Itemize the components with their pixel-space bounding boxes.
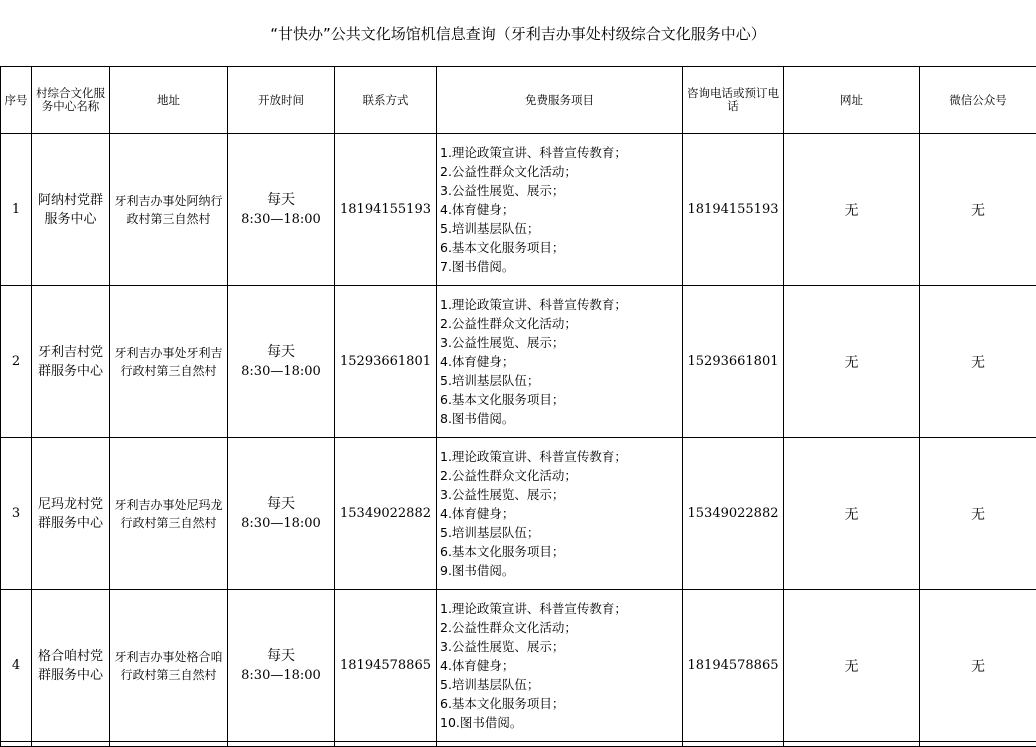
header-row [1, 67, 1036, 134]
service-item: 4.体育健身； [440, 504, 680, 523]
empty-cell[interactable] [110, 742, 228, 747]
cell-address[interactable]: 牙利吉办事处牙利吉行政村第三自然村 [110, 286, 228, 438]
cell-name[interactable]: 格合咱村党群服务中心 [32, 590, 110, 742]
cell-contact[interactable]: 15293661801 [335, 286, 437, 438]
cell-no[interactable]: 1 [1, 134, 32, 286]
service-item: 3.公益性展览、展示； [440, 485, 680, 504]
table-row [1, 438, 1036, 590]
cell-contact[interactable]: 18194578865 [335, 590, 437, 742]
table-row [1, 134, 1036, 286]
empty-cell[interactable] [32, 742, 110, 747]
cell-hours[interactable] [228, 134, 335, 286]
header-wechat[interactable]: 微信公众号 [920, 67, 1036, 134]
service-item: 2.公益性群众文化活动； [440, 618, 680, 637]
empty-cell[interactable] [228, 742, 335, 747]
hours-day: 每天 [230, 343, 332, 362]
header-name[interactable]: 村综合文化服务中心名称 [32, 67, 110, 134]
service-item: 1.理论政策宣讲、科普宣传教育； [440, 447, 680, 466]
empty-cell[interactable] [920, 742, 1036, 747]
service-item: 1.理论政策宣讲、科普宣传教育； [440, 143, 680, 162]
cell-address[interactable]: 牙利吉办事处阿纳行政村第三自然村 [110, 134, 228, 286]
service-item: 10.图书借阅。 [440, 713, 680, 732]
service-item: 3.公益性展览、展示； [440, 333, 680, 352]
service-item: 6.基本文化服务项目； [440, 694, 680, 713]
cell-contact[interactable]: 18194155193 [335, 134, 437, 286]
cell-website[interactable]: 无 [784, 590, 920, 742]
service-item: 1.理论政策宣讲、科普宣传教育； [440, 295, 680, 314]
cell-services[interactable] [437, 590, 683, 742]
cell-services[interactable] [437, 438, 683, 590]
header-consult[interactable]: 咨询电话或预订电话 [683, 67, 784, 134]
cell-address[interactable]: 牙利吉办事处格合咱行政村第三自然村 [110, 590, 228, 742]
cell-website[interactable]: 无 [784, 286, 920, 438]
service-item: 5.培训基层队伍； [440, 675, 680, 694]
table-row-partial [1, 742, 1036, 747]
service-item: 2.公益性群众文化活动； [440, 466, 680, 485]
cell-no[interactable]: 2 [1, 286, 32, 438]
header-services[interactable]: 免费服务项目 [437, 67, 683, 134]
service-item: 2.公益性群众文化活动； [440, 314, 680, 333]
cell-name[interactable]: 牙利吉村党群服务中心 [32, 286, 110, 438]
sheet-title: “甘快办”公共文化场馆机信息查询（牙利吉办事处村级综合文化服务中心） [0, 0, 1036, 67]
cell-address[interactable]: 牙利吉办事处尼玛龙行政村第三自然村 [110, 438, 228, 590]
cell-wechat[interactable]: 无 [920, 286, 1036, 438]
cell-consult[interactable]: 15293661801 [683, 286, 784, 438]
service-item: 7.图书借阅。 [440, 257, 680, 276]
cell-website[interactable]: 无 [784, 438, 920, 590]
cell-wechat[interactable]: 无 [920, 438, 1036, 590]
cell-wechat[interactable]: 无 [920, 134, 1036, 286]
cell-name[interactable]: 尼玛龙村党群服务中心 [32, 438, 110, 590]
cell-consult[interactable]: 18194155193 [683, 134, 784, 286]
service-item: 2.公益性群众文化活动； [440, 162, 680, 181]
hours-day: 每天 [230, 647, 332, 666]
service-item: 4.体育健身； [440, 656, 680, 675]
hours-time: 8:30—18:00 [230, 666, 332, 685]
service-item: 5.培训基层队伍； [440, 219, 680, 238]
service-item: 3.公益性展览、展示； [440, 181, 680, 200]
service-item: 6.基本文化服务项目； [440, 542, 680, 561]
cell-consult[interactable]: 18194578865 [683, 590, 784, 742]
service-item: 4.体育健身； [440, 352, 680, 371]
service-item: 5.培训基层队伍； [440, 523, 680, 542]
cell-consult[interactable]: 15349022882 [683, 438, 784, 590]
empty-cell[interactable] [1, 742, 32, 747]
empty-cell[interactable] [683, 742, 784, 747]
header-address[interactable]: 地址 [110, 67, 228, 134]
venue-table [0, 66, 1036, 747]
table-row [1, 286, 1036, 438]
service-item: 1.理论政策宣讲、科普宣传教育； [440, 599, 680, 618]
hours-day: 每天 [230, 495, 332, 514]
cell-hours[interactable] [228, 438, 335, 590]
cell-contact[interactable]: 15349022882 [335, 438, 437, 590]
cell-hours[interactable] [228, 590, 335, 742]
cell-no[interactable]: 3 [1, 438, 32, 590]
service-item: 9.图书借阅。 [440, 561, 680, 580]
service-item: 5.培训基层队伍； [440, 371, 680, 390]
cell-wechat[interactable]: 无 [920, 590, 1036, 742]
service-item: 6.基本文化服务项目； [440, 390, 680, 409]
empty-cell[interactable] [437, 742, 683, 747]
table-row [1, 590, 1036, 742]
hours-time: 8:30—18:00 [230, 362, 332, 381]
empty-cell[interactable] [784, 742, 920, 747]
header-hours[interactable]: 开放时间 [228, 67, 335, 134]
service-item: 4.体育健身； [440, 200, 680, 219]
cell-services[interactable] [437, 134, 683, 286]
cell-services[interactable] [437, 286, 683, 438]
cell-hours[interactable] [228, 286, 335, 438]
empty-cell[interactable] [335, 742, 437, 747]
hours-time: 8:30—18:00 [230, 514, 332, 533]
header-no[interactable]: 序号 [1, 67, 32, 134]
service-item: 3.公益性展览、展示； [440, 637, 680, 656]
service-item: 6.基本文化服务项目； [440, 238, 680, 257]
hours-time: 8:30—18:00 [230, 210, 332, 229]
header-contact[interactable]: 联系方式 [335, 67, 437, 134]
header-website[interactable]: 网址 [784, 67, 920, 134]
hours-day: 每天 [230, 191, 332, 210]
cell-website[interactable]: 无 [784, 134, 920, 286]
cell-no[interactable]: 4 [1, 590, 32, 742]
cell-name[interactable]: 阿纳村党群服务中心 [32, 134, 110, 286]
service-item: 8.图书借阅。 [440, 409, 680, 428]
